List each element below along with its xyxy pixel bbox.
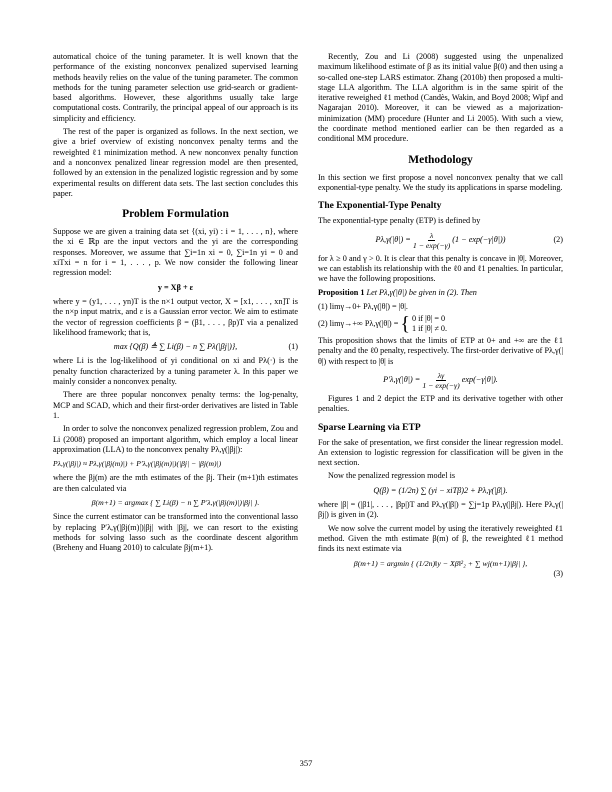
equation-linear-model bbox=[53, 283, 298, 293]
equation-derivative-fraction bbox=[422, 371, 459, 390]
equation-3 bbox=[318, 559, 563, 569]
right-paragraph-3: The exponential-type penalty (ETP) is defined by bbox=[318, 216, 481, 226]
case-1: 0 if |θ| = 0 bbox=[411, 314, 446, 324]
right-paragraph-8: Now the penalized regression model is bbox=[328, 471, 456, 481]
equation-2-fraction bbox=[413, 231, 450, 250]
left-paragraph-3: Suppose we are given a training data set {(xi, yi) : i = 1, . . . , n}, where the xi ∈ ℝp are the input vectors and the yi are the corresponding responses. Moreover, we assume that ∑i=1n xi = 0, ∑i=1n yi = 0 and xiTxi = n for i = 1, . . . , p. We now consider the following linear regression model: bbox=[53, 227, 298, 278]
left-paragraph-4: where y = (y1, . . . , yn)T is the n×1 output vector, X = [x1, . . . , xn]T is the n×p input matrix, and ε is a Gaussian error vector. We aim to estimate the vector of regression coefficients β = (β1, . . . , βp)T via a penalized likelihood framework; that is, bbox=[53, 296, 298, 337]
equation-2-rhs: (1 − exp(−γ|θ|)) bbox=[452, 234, 506, 244]
left-column bbox=[53, 52, 298, 556]
right-paragraph-10: We now solve the current model by using the iteratively reweighted ℓ1 method. Given the mth estimate β(m) of β, the reweighted ℓ1 method finds its next estimate via bbox=[318, 523, 563, 554]
equation-q-text: Q(β) = (1/2n) ∑ (yi − xiTβ)2 + Pλ,γ(|β|). bbox=[373, 485, 508, 495]
equation-derivative-rhs: exp(−γ|θ|). bbox=[461, 375, 498, 385]
right-paragraph-4: for λ ≥ 0 and γ > 0. It is clear that this penalty is concave in |θ|. Moreover, we can establish its relationship with the ℓ0 and ℓ1 penalties. In particular, we have the following propositions. bbox=[318, 253, 563, 284]
equation-lla-text: Pλ,γ(|βj|) ≈ Pλ,γ(|βj(m)|) + P′λ,γ(|βj(m)|)(|βj| − |βj(m)|) bbox=[53, 459, 222, 469]
equation-2-numerator: λ bbox=[429, 230, 434, 240]
right-paragraph-1: Recently, Zou and Li (2008) suggested using the unpenalized maximum likelihood estimate of β as its initial value β(0) and then using a so-called one-step LARS estimator. Zhang (2010b) then proposed a multi-stage LLA algorithm. The LLA algorithm is in the same spirit of the iterative reweighed ℓ1 method (Candès, Wakin, and Boyd 2008; Wipf and Nagarajan 2010). Moreover, it can be viewed as a majorization-minimization (MM) procedure (Hunter and Li 2005). With such a view, the coordinate method mentioned earlier can be then regarded as a conditional MM procedure. bbox=[318, 52, 563, 144]
left-paragraph-7: In order to solve the nonconvex penalized regression problem, Zou and Li (2008) proposed an important algorithm, which employ a local linear approximation (LLA) to the nonconvex penalty Pλ,γ(|βj|): bbox=[53, 424, 298, 454]
equation-2 bbox=[318, 231, 563, 250]
left-paragraph-8: where the βj(m) are the mth estimates of the βj. Their (m+1)th estimates are then calculated via bbox=[53, 473, 298, 493]
equation-update-text: β(m+1) = argmax { ∑ Li(β) − n ∑ P′λ,γ(|βj(m)|)|βj| }. bbox=[91, 497, 260, 507]
equation-derivative-numerator: λγ bbox=[437, 370, 445, 380]
equation-2-lhs: Pλ,γ(|θ|) = bbox=[375, 234, 411, 244]
brace-icon: { bbox=[400, 312, 410, 335]
proposition-text: Let Pλ,γ(|θ|) be given in (2). Then bbox=[366, 288, 477, 298]
equation-lla bbox=[53, 459, 298, 469]
case-2: 1 if |θ| ≠ 0. bbox=[411, 324, 448, 334]
equation-2-number: (2) bbox=[553, 234, 563, 244]
equation-3-number: (3) bbox=[553, 568, 563, 578]
left-paragraph-2: The rest of the paper is organized as follows. In the next section, we give a brief overview of existing nonconvex penalty terms and the reweighted ℓ1 minimization method. A new nonconvex penalty function and a nonconvex penalized linear regression model are then presented, followed by an extension in the penalized logistic regression and by some experimental results on different data sets. The last section concludes this paper. bbox=[53, 127, 298, 198]
proposition-item-2-cases bbox=[412, 314, 447, 334]
right-column bbox=[318, 52, 563, 579]
equation-1-text: max {Q(β) ≜ ∑ Li(β) − n ∑ Pλ(|βj|)}, bbox=[113, 342, 238, 352]
equation-update bbox=[53, 498, 298, 508]
right-paragraph-5: This proposition shows that the limits of ETP at 0+ and +∞ are the ℓ1 penalty and the ℓ0 penalty, respectively. The first-order derivative of Pλ,γ(|θ|) with respect to |θ| is bbox=[318, 336, 563, 366]
left-paragraph-6: There are three popular nonconvex penalty terms: the log-penalty, MCP and SCAD, which and their first-order derivatives are listed in Table 1. bbox=[53, 390, 298, 420]
left-paragraph-5: where Li is the log-likelihood of yi conditional on xi and Pλ(·) is the penalty function characterized by a tuning parameter λ. In this paper we mainly consider a nonconvex penalty. bbox=[53, 356, 298, 387]
subsection-heading-sparse-learning: Sparse Learning via ETP bbox=[318, 422, 421, 433]
left-paragraph-9: Since the current estimator can be transformed into the conventional lasso by replacing P′λ,γ(|βj(m)|)|βj| with |βj|, we can resort to the existing methods for solving lasso such as the coordinate descent algorithm (Breheny and Huang 2010) to calculate βj(m+1). bbox=[53, 512, 298, 553]
equation-3-text: β(m+1) = argmin { (1/2n)‖y − Xβ‖²₂ + ∑ wj(m+1)|βj| }, bbox=[353, 558, 528, 568]
equation-1-number: (1) bbox=[288, 342, 298, 352]
proposition-label: Proposition 1 bbox=[318, 288, 365, 298]
equation-1 bbox=[53, 342, 298, 352]
subsection-heading-etp: The Exponential-Type Penalty bbox=[318, 201, 442, 212]
equation-derivative bbox=[318, 371, 563, 390]
proposition-1 bbox=[318, 288, 563, 298]
proposition-item-1: (1) limγ→0+ Pλ,γ(|θ|) = |θ|. bbox=[318, 301, 408, 311]
right-paragraph-6: Figures 1 and 2 depict the ETP and its derivative together with other penalties. bbox=[318, 393, 563, 414]
equation-2-denominator: 1 − exp(−γ) bbox=[412, 240, 451, 250]
right-paragraph-9: where |β| = (|β1|, . . . , |βp|)T and Pλ,γ(|β|) = ∑j=1p Pλ,γ(|βj|). Here Pλ,γ(|βj|) is given in (2). bbox=[318, 500, 563, 520]
proposition-item-2-lhs: (2) limγ→+∞ Pλ,γ(|θ|) = bbox=[318, 318, 399, 328]
right-paragraph-7: For the sake of presentation, we first consider the linear regression model. An extension to logistic regression for classification will be given in the next section. bbox=[318, 437, 563, 468]
section-heading-problem-formulation: Problem Formulation bbox=[122, 208, 229, 221]
equation-derivative-denominator: 1 − exp(−γ) bbox=[422, 380, 460, 390]
section-heading-methodology: Methodology bbox=[408, 153, 473, 166]
equation-linear-model-text: y = Xβ + ε bbox=[157, 282, 194, 292]
left-paragraph-1: automatical choice of the tuning parameter. It is well known that the performance of the existing nonconvex penalized supervised learning methods heavily relies on the value of the tuning parameter. The common methods for the tuning parameter selection use grid-search or gradient-based algorithms. However, these algorithms usually take large computational costs. Contrarily, the principal appeal of our approach is its simplicity and efficiency. bbox=[53, 52, 298, 123]
right-paragraph-2: In this section we first propose a novel nonconvex penalty that we call exponential-type penalty. We the study its applications in sparse modeling. bbox=[318, 172, 563, 192]
proposition-item-2 bbox=[318, 314, 563, 334]
equation-q bbox=[318, 486, 563, 496]
equation-derivative-lhs: P′λ,γ(|θ|) = bbox=[383, 375, 421, 385]
page-number: 357 bbox=[299, 758, 313, 768]
